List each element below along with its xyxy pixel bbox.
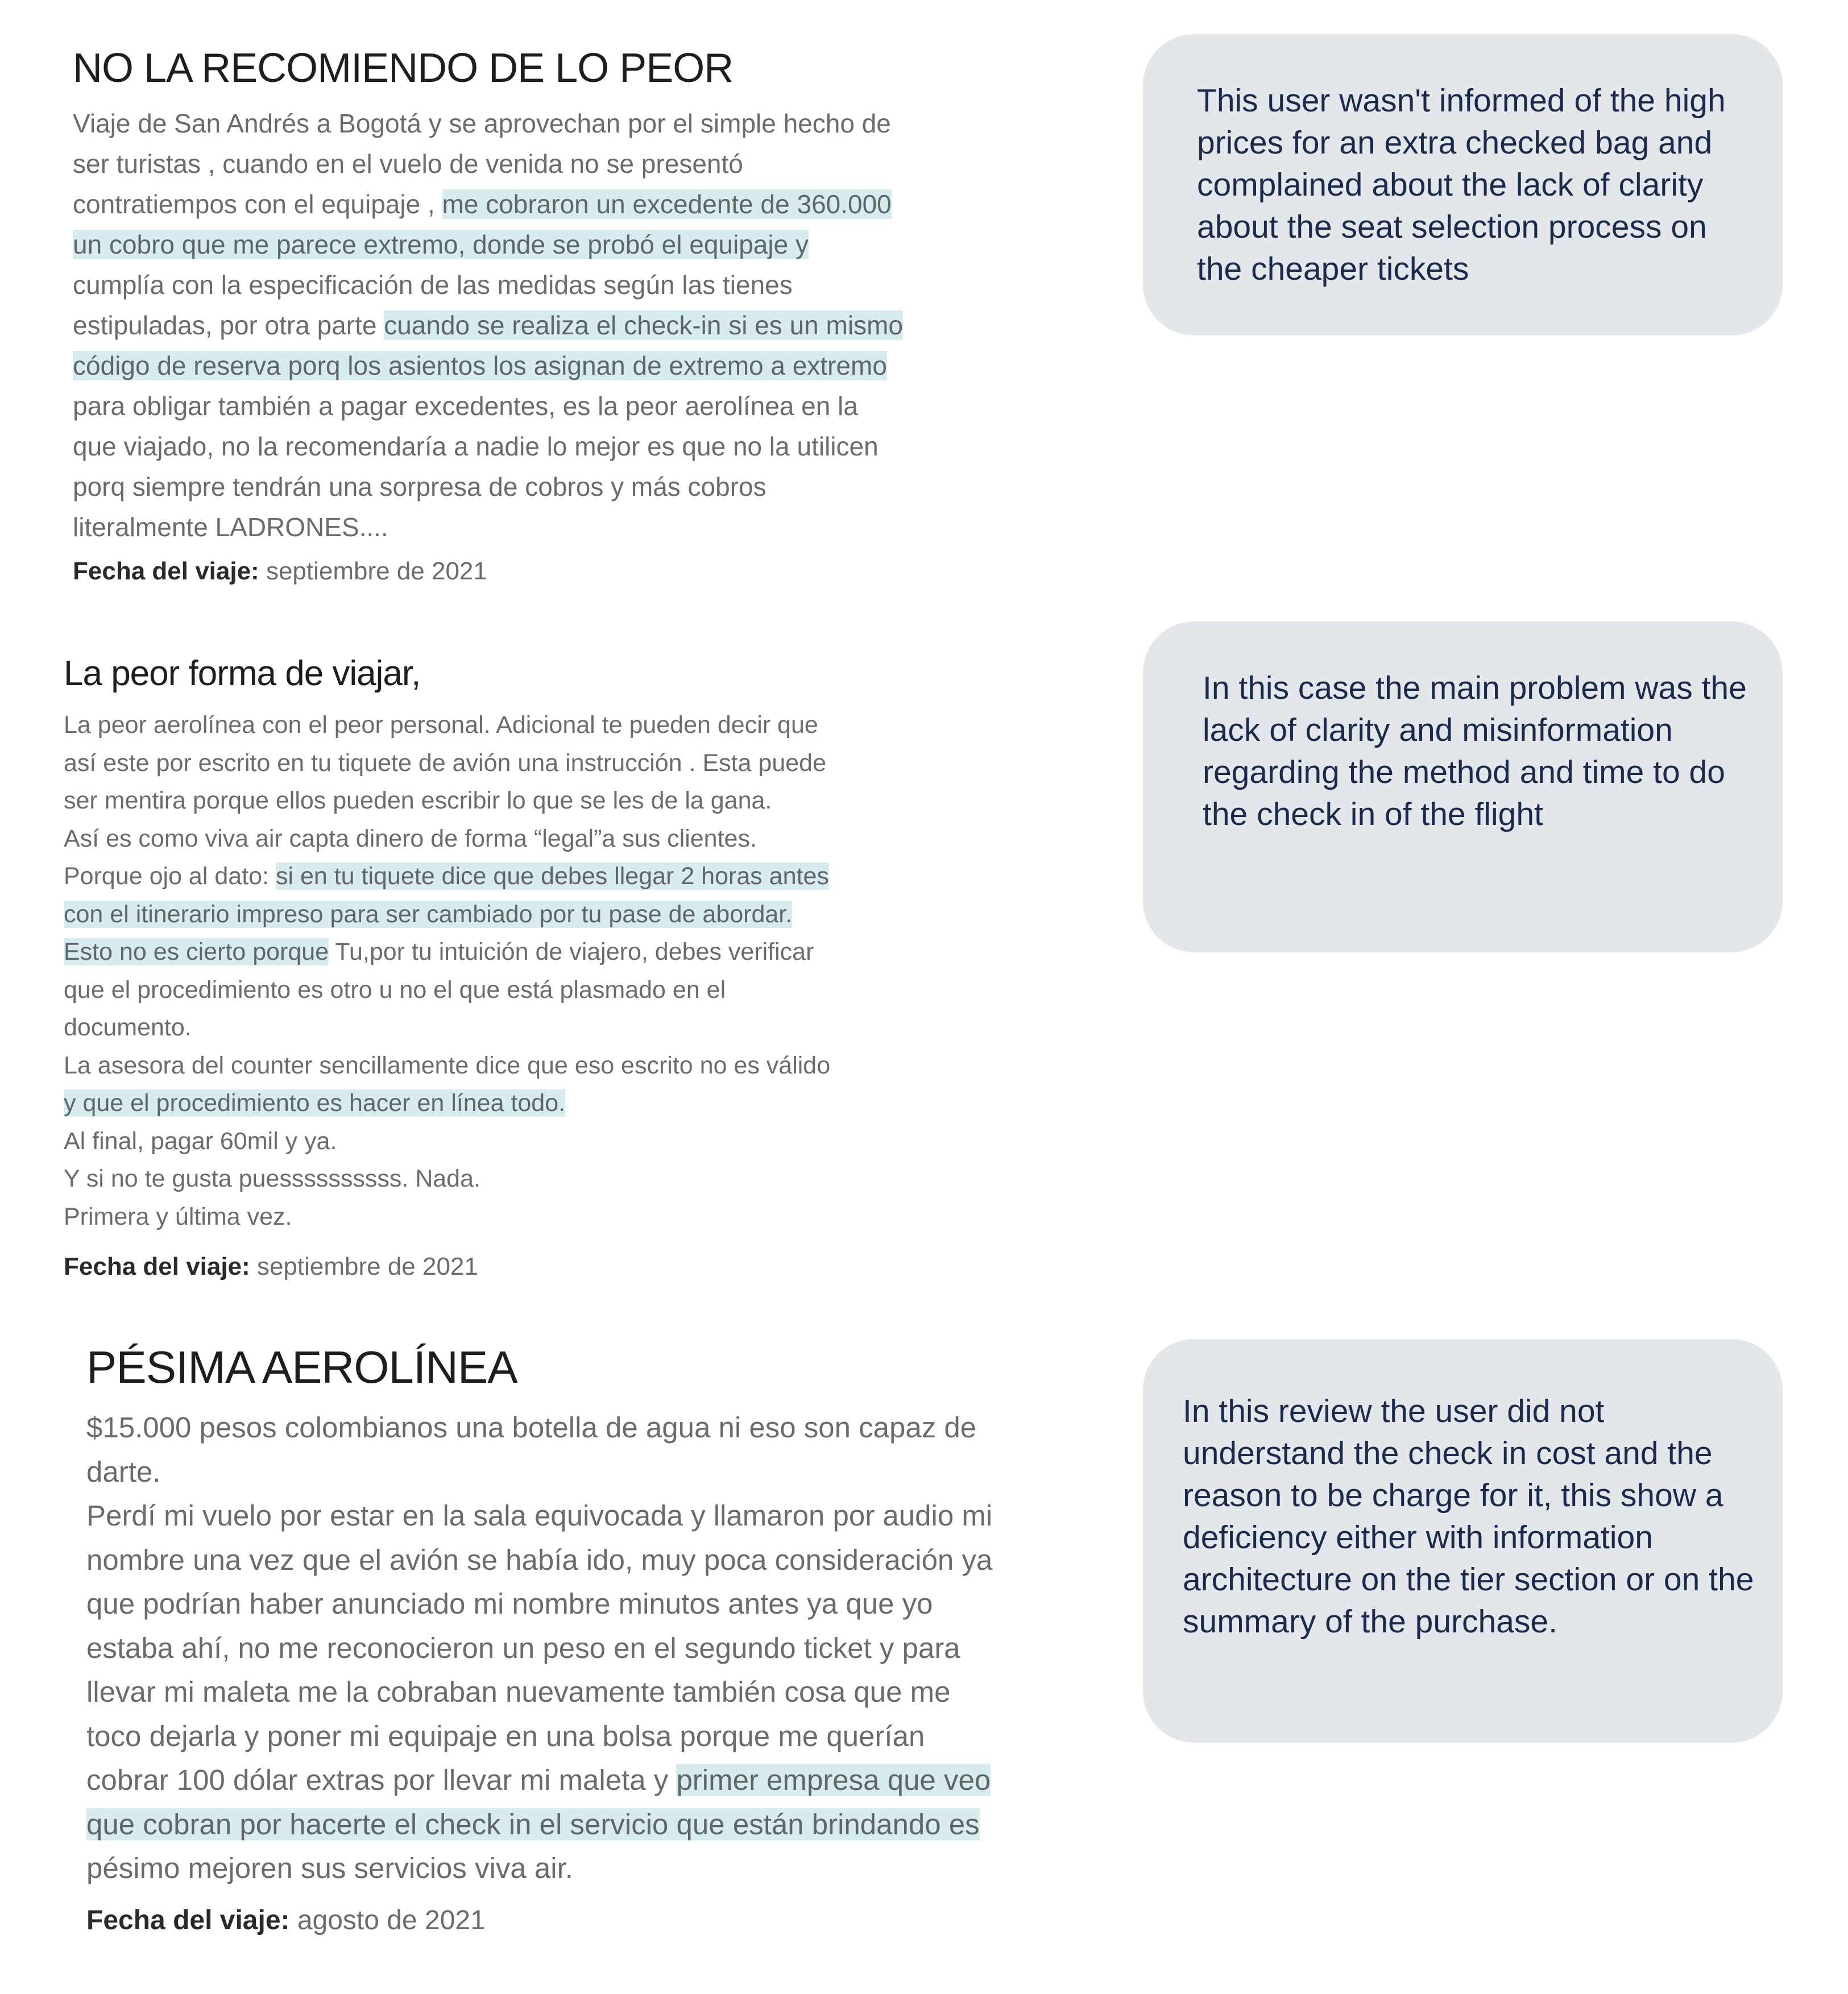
review-line: Al final, pagar 60mil y ya. (64, 1127, 337, 1155)
review-line (64, 1084, 951, 1122)
review-line: Viaje de San Andrés a Bogotá y se aprovechan por el simple hecho de (73, 109, 891, 138)
trip-date (73, 557, 487, 586)
review-line (86, 1802, 1087, 1847)
review-line: que viajado, no la recomendaría a nadie lo mejor es que no la utilicen (73, 432, 879, 461)
highlighted-text: cuando se realiza el check-in si es un mismo (384, 310, 903, 340)
review-line: así este por escrito en tu tiquete de avión una instrucción . Esta puede (64, 749, 826, 777)
review-line: La asesora del counter sencillamente dice que eso escrito no es válido (64, 1051, 831, 1079)
highlighted-text: primer empresa que veo (676, 1764, 991, 1796)
review-line: estaba ahí, no me reconocieron un peso en el segundo ticket y para (86, 1631, 960, 1664)
highlighted-text: y que el procedimiento es hacer en línea todo. (64, 1089, 566, 1117)
highlighted-text: código de reserva porq los asientos los asignan de extremo a extremo (73, 351, 887, 380)
insight-note-text: This user wasn't informed of the high prices for an extra checked bag and complained about the lack of clarity about the seat selection process on the cheaper tickets (1197, 82, 1726, 287)
review-line: contratiempos con el equipaje , me cobraron un excedente de 360.000 (73, 189, 892, 219)
insight-note-3 (1143, 1339, 1783, 1743)
review-line: Así es como viva air capta dinero de forma “legal”a sus clientes. (64, 824, 757, 852)
trip-date-value: septiembre de 2021 (256, 1253, 478, 1280)
highlighted-text: Esto no es cierto porque (64, 938, 329, 965)
trip-date-label: Fecha del viaje: (73, 557, 259, 585)
review-body (64, 706, 951, 1236)
insight-note-text: In this case the main problem was the lack of clarity and misinformation regarding the method and time to do the check in of the flight (1203, 670, 1747, 832)
review-body (73, 103, 994, 548)
review-line: que podrían haber anunciado mi nombre minutos antes ya que yo (86, 1587, 933, 1620)
review-line: ser mentira porque ellos pueden escribir lo que se les de la gana. (64, 787, 772, 814)
review-line: porq siempre tendrán una sorpresa de cobros y más cobros (73, 472, 766, 501)
review-title: NO LA RECOMIENDO DE LO PEOR (73, 45, 734, 91)
review-line: que el procedimiento es otro u no el que está plasmado en el (64, 976, 726, 1004)
insight-note-2 (1143, 621, 1783, 952)
review-line: La peor aerolínea con el peor personal. Adicional te pueden decir que (64, 711, 818, 739)
highlighted-text: un cobro que me parece extremo, donde se probó el equipaje y (73, 230, 809, 259)
review-line: documento. (64, 1014, 192, 1041)
review-2 (64, 648, 951, 1280)
review-line (73, 346, 994, 386)
review-line: Porque ojo al dato: si en tu tiquete dice que debes llegar 2 horas antes (64, 863, 829, 890)
highlighted-text: que cobran por hacerte el check in el servicio que están brindando es (86, 1808, 980, 1840)
review-line: toco dejarla y poner mi equipaje en una bolsa porque me querían (86, 1719, 925, 1752)
review-line: ser turistas , cuando en el vuelo de venida no se presentó (73, 149, 743, 179)
review-line: darte. (86, 1455, 161, 1488)
insight-note-1 (1143, 34, 1783, 335)
review-line: pésimo mejoren sus servicios viva air. (86, 1852, 573, 1884)
review-line: Primera y última vez. (64, 1203, 292, 1230)
review-title: La peor forma de viajar, (64, 654, 421, 693)
review-line: $15.000 pesos colombianos una botella de agua ni eso son capaz de (86, 1411, 977, 1444)
review-body (86, 1406, 1087, 1891)
trip-date-value: agosto de 2021 (297, 1905, 486, 1935)
review-title: PÉSIMA AEROLÍNEA (86, 1342, 517, 1392)
review-line: llevar mi maleta me la cobraban nuevamente también cosa que me (86, 1676, 951, 1708)
review-line: Esto no es cierto porque Tu,por tu intuición de viajero, debes verificar (64, 938, 814, 965)
review-line (73, 225, 994, 265)
highlighted-text: si en tu tiquete dice que debes llegar 2 horas antes (275, 863, 829, 890)
trip-date (64, 1253, 478, 1281)
trip-date-label: Fecha del viaje: (86, 1905, 290, 1935)
review-3 (86, 1336, 1087, 1935)
review-line: Perdí mi vuelo por estar en la sala equivocada y llamaron por audio mi (86, 1499, 993, 1532)
highlighted-text: me cobraron un excedente de 360.000 (442, 189, 892, 219)
review-line: Y si no te gusta puessssssssss. Nada. (64, 1165, 480, 1192)
review-line: literalmente LADRONES.... (73, 512, 388, 542)
review-line: cobrar 100 dólar extras por llevar mi maleta y primer empresa que veo (86, 1764, 991, 1796)
review-line: estipuladas, por otra parte cuando se realiza el check-in si es un mismo (73, 310, 903, 340)
review-line (64, 896, 951, 934)
review-line: para obligar también a pagar excedentes, es la peor aerolínea en la (73, 391, 858, 421)
trip-date (86, 1905, 486, 1936)
trip-date-value: septiembre de 2021 (266, 557, 487, 585)
insight-note-text: In this review the user did not understand the check in cost and the reason to be charge for it, this show a deficiency either with information architecture on the tier section or on the summary of the purchase. (1183, 1393, 1754, 1640)
trip-date-label: Fecha del viaje: (64, 1253, 250, 1280)
review-1 (73, 40, 994, 585)
highlighted-text: con el itinerario impreso para ser cambiado por tu pase de abordar. (64, 900, 793, 928)
review-line: cumplía con la especificación de las medidas según las tienes (73, 270, 793, 300)
review-line: nombre una vez que el avión se había ido, muy poca consideración ya (86, 1543, 993, 1576)
